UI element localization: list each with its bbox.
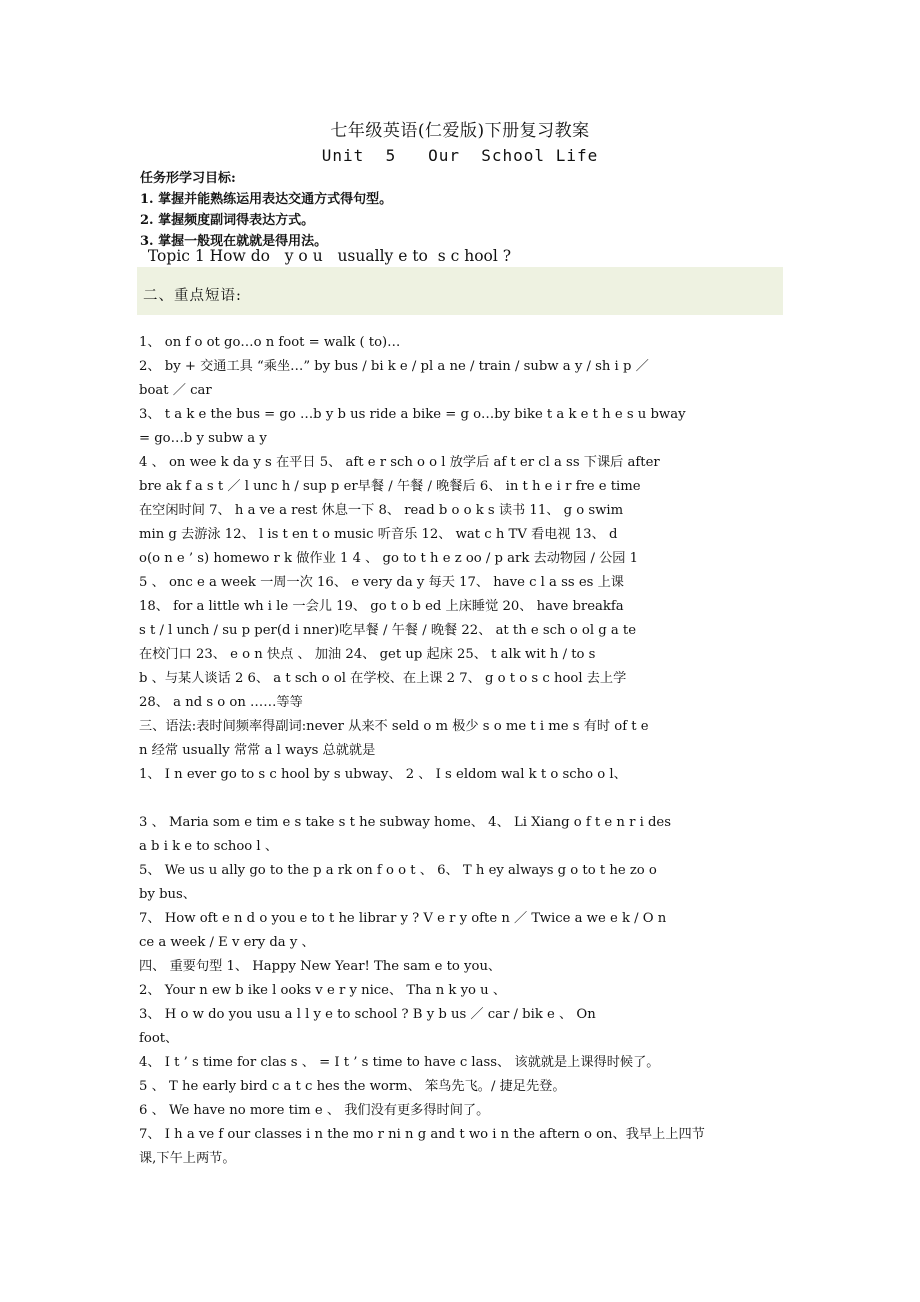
body-line: a b i k e to schoo l 、	[139, 839, 279, 854]
body-line: 3 、 Maria som e tim e s take s t he subway home、 4、 Li Xiang o f t e n r i des	[139, 815, 672, 830]
body-line: s t / l unch / su p per(d i nner)吃早餐 / 午餐 / 晚餐 22、 at th e sch o ol g a te	[139, 623, 637, 638]
body-line: foot、	[139, 1031, 179, 1046]
body-line: 三、语法:表时间频率得副词:never 从来不 seld o m 极少 s o me t i me s 有时 of t e	[139, 719, 649, 734]
topic-heading: Topic 1 How do y o u usually e to s c hool ?	[143, 247, 512, 265]
body-line: b 、与某人谈话 2 6、 a t sch o ol 在学校、在上课 2 7、 g o t o s c hool 去上学	[139, 671, 627, 686]
body-line: 5、 We us u ally go to the p a rk on f o o t 、 6、 T h ey always g o to t he zo o	[139, 863, 657, 878]
document-subtitle: Unit 5 Our School Life	[321, 146, 599, 165]
document-body	[139, 331, 799, 1171]
objective-item: 1. 掌握并能熟练运用表达交通方式得句型。	[140, 192, 393, 207]
body-line: 在校门口 23、 e o n 快点 、 加油 24、 get up 起床 25、 t alk wit h / to s	[139, 647, 596, 662]
body-line: 7、 How oft e n d o you e to t he librar y ? V e r y ofte n ／ Twice a we e k / O n	[139, 911, 667, 926]
body-line: 课,下午上两节。	[139, 1151, 236, 1166]
document-title: 七年级英语(仁爱版)下册复习教案	[330, 121, 590, 141]
body-line: 4、 I t ’ s time for clas s 、 = I t ’ s time to have c lass、 该就就是上课得时候了。	[139, 1055, 660, 1070]
objectives-heading: 任务形学习目标:	[140, 171, 236, 186]
body-line: boat ／ car	[139, 383, 212, 398]
body-line: = go…b y subw a y	[139, 431, 267, 446]
phrases-heading-band	[137, 267, 783, 315]
phrases-heading: 二、重点短语:	[143, 288, 242, 304]
body-line: 1、 I n ever go to s c hool by s ubway、 2 、 I s eldom wal k t o scho o l、	[139, 767, 627, 782]
body-line: n 经常 usually 常常 a l ways 总就就是	[139, 743, 376, 758]
body-line: bre ak f a s t ／ l unc h / sup p er早餐 / 午餐 / 晚餐后 6、 in t h e i r fre e time	[139, 479, 641, 494]
body-line: o(o n e ’ s) homewo r k 做作业 1 4 、 go to t h e z oo / p ark 去动物园 / 公园 1	[139, 551, 639, 566]
objective-item: 3. 掌握一般现在就就是得用法。	[140, 234, 328, 249]
body-line: by bus、	[139, 887, 196, 902]
body-line: 2、 Your n ew b ike l ooks v e r y nice、 Tha n k yo u 、	[139, 983, 507, 998]
objective-item: 2. 掌握频度副词得表达方式。	[140, 213, 315, 228]
body-line: 18、 for a little wh i le 一会儿 19、 go t o b ed 上床睡觉 20、 have breakfa	[139, 599, 624, 614]
body-line: 7、 I h a ve f our classes i n the mo r ni n g and t wo i n the aftern o on、我早上上四节	[139, 1127, 705, 1142]
body-line: 5 、 onc e a week 一周一次 16、 e very da y 每天 17、 have c l a ss es 上课	[139, 575, 624, 590]
body-line: 3、 H o w do you usu a l l y e to school ? B y b us ／ car / bik e 、 On	[139, 1007, 596, 1022]
body-line: ce a week / E v ery da y 、	[139, 935, 315, 950]
body-line	[139, 787, 799, 811]
body-line: 4 、 on wee k da y s 在平日 5、 aft e r sch o o l 放学后 af t er cl a ss 下课后 after	[139, 455, 660, 470]
body-line: 2、 by + 交通工具 “乘坐…” by bus / bi k e / pl a ne / train / subw a y / sh i p ／	[139, 359, 649, 374]
body-line: 6 、 We have no more tim e 、 我们没有更多得时间了。	[139, 1103, 490, 1118]
body-line: 5 、 T he early bird c a t c hes the worm、 笨鸟先飞。/ 捷足先登。	[139, 1079, 566, 1094]
learning-objectives	[140, 168, 392, 252]
body-line: 四、 重要句型 1、 Happy New Year! The sam e to you、	[139, 959, 502, 974]
body-line: 3、 t a k e the bus = go …b y b us ride a bike = g o…by bike t a k e t h e s u bway	[139, 407, 686, 422]
body-line: 28、 a nd s o on ……等等	[139, 695, 303, 710]
body-line: 1、 on f o ot go…o n foot = walk ( to)…	[139, 335, 401, 350]
body-line: min g 去游泳 12、 l is t en t o music 听音乐 12、 wat c h TV 看电视 13、 d	[139, 527, 618, 542]
body-line: 在空闲时间 7、 h a ve a rest 休息一下 8、 read b o o k s 读书 11、 g o swim	[139, 503, 624, 518]
